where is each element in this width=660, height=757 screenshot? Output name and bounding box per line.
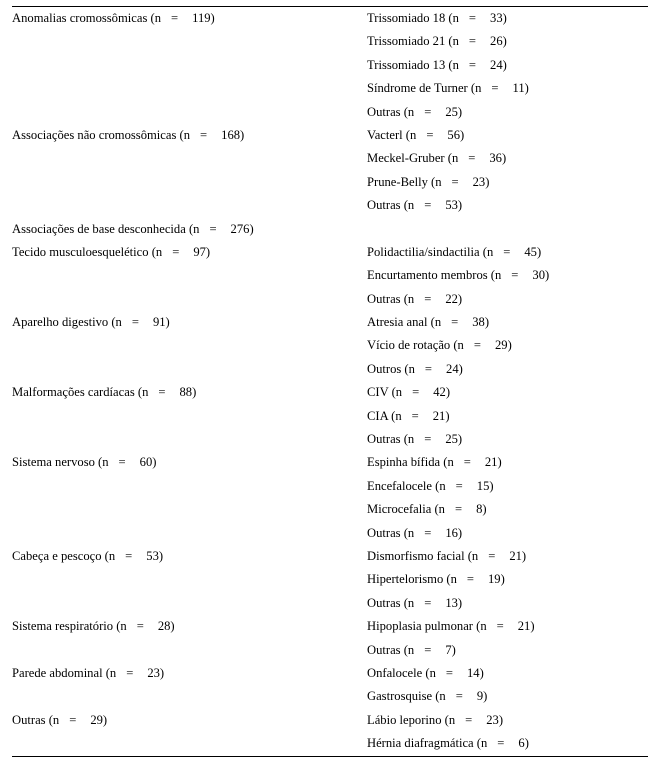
table-row — [12, 194, 648, 217]
table-cell-category — [12, 662, 367, 685]
category-entry-empty — [12, 171, 367, 194]
subcategory-entry — [367, 685, 648, 708]
category-entry-empty — [12, 639, 367, 662]
subcategory-entry — [367, 171, 648, 194]
subcategory-entry — [367, 545, 648, 568]
subcategory-entry — [367, 709, 648, 732]
table-row — [12, 592, 648, 615]
subcategory-count: 8) — [476, 502, 487, 517]
equals-sign: = — [424, 104, 432, 119]
subcategory-entry — [367, 498, 648, 521]
table-row — [12, 662, 648, 685]
table-cell-subcategory — [367, 30, 648, 53]
table-cell-subcategory — [367, 124, 648, 147]
category-label: Associações não cromossômicas (n — [12, 127, 191, 142]
subcategory-label: Vício de rotação (n — [367, 338, 464, 353]
subcategory-entry — [367, 7, 648, 30]
subcategory-label: Vacterl (n — [367, 127, 417, 142]
table-cell-subcategory — [367, 451, 648, 474]
table-row — [12, 218, 648, 241]
table-cell-category — [12, 639, 367, 662]
equals-sign: = — [503, 244, 511, 259]
table-row — [12, 451, 648, 474]
table-cell-subcategory — [367, 147, 648, 170]
subcategory-count: 16) — [445, 525, 463, 540]
subcategory-count: 7) — [445, 642, 456, 657]
subcategory-label: CIV (n — [367, 385, 403, 400]
equals-sign: = — [455, 478, 463, 493]
category-entry — [12, 709, 367, 732]
equals-sign: = — [488, 548, 496, 563]
table-cell-category — [12, 405, 367, 428]
subcategory-count: 53) — [445, 198, 463, 213]
category-entry-empty — [12, 685, 367, 708]
table-row — [12, 311, 648, 334]
table-row — [12, 428, 648, 451]
table-cell-subcategory — [367, 732, 648, 755]
category-entry-empty — [12, 77, 367, 100]
equals-sign: = — [424, 198, 432, 213]
subcategory-count: 9) — [476, 689, 488, 704]
subcategory-label: Outras (n — [367, 291, 415, 306]
category-entry — [12, 241, 367, 264]
category-label: Aparelho digestivo (n — [12, 315, 122, 330]
subcategory-label: Meckel-Gruber (n — [367, 151, 459, 166]
table-cell-category — [12, 732, 367, 755]
table-row — [12, 30, 648, 53]
category-count: 168) — [221, 127, 245, 142]
equals-sign: = — [426, 127, 434, 142]
subcategory-count: 23) — [486, 712, 504, 727]
table-cell-subcategory — [367, 709, 648, 732]
category-count: 23) — [147, 665, 165, 680]
category-entry-empty — [12, 498, 367, 521]
equals-sign: = — [463, 455, 471, 470]
table-cell-category — [12, 498, 367, 521]
category-count: 60) — [139, 455, 157, 470]
table-row — [12, 732, 648, 755]
subcategory-count: 21) — [432, 408, 450, 423]
equals-sign: = — [126, 665, 134, 680]
equals-sign: = — [200, 127, 208, 142]
equals-sign: = — [511, 268, 519, 283]
subcategory-label: Outros (n — [367, 361, 415, 376]
category-entry-empty — [12, 54, 367, 77]
table-row — [12, 639, 648, 662]
subcategory-count: 21) — [484, 455, 502, 470]
category-entry-empty — [12, 428, 367, 451]
table-cell-subcategory — [367, 241, 648, 264]
category-entry-empty — [12, 334, 367, 357]
table-row — [12, 241, 648, 264]
table-cell-category — [12, 288, 367, 311]
equals-sign: = — [468, 34, 477, 49]
subcategory-label: Dismorfismo facial (n — [367, 548, 479, 563]
category-entry — [12, 124, 367, 147]
table-cell-category — [12, 358, 367, 381]
equals-sign: = — [411, 408, 419, 423]
table-row — [12, 171, 648, 194]
category-entry-empty — [12, 264, 367, 287]
subcategory-entry — [367, 732, 648, 755]
subcategory-label: Outras (n — [367, 104, 415, 119]
table-cell-category — [12, 54, 367, 77]
table-cell-category — [12, 545, 367, 568]
subcategory-count: 25) — [445, 104, 463, 119]
category-label: Sistema respiratório (n — [12, 619, 127, 634]
category-label: Cabeça e pescoço (n — [12, 548, 116, 563]
table-row — [12, 7, 648, 30]
category-count: 97) — [193, 244, 211, 259]
equals-sign: = — [466, 572, 474, 587]
category-label: Anomalias cromossômicas (n — [12, 11, 161, 25]
subcategory-entry — [367, 522, 648, 545]
subcategory-count: 6) — [518, 736, 529, 751]
subcategory-entry — [367, 54, 648, 77]
table-cell-subcategory — [367, 615, 648, 638]
table-cell-subcategory — [367, 194, 648, 217]
equals-sign: = — [209, 221, 217, 236]
anomalies-table-wrapper — [12, 6, 648, 757]
category-label: Outras (n — [12, 712, 60, 727]
category-entry — [12, 218, 367, 241]
subcategory-entry — [367, 101, 648, 124]
table-cell-category — [12, 685, 367, 708]
equals-sign: = — [424, 291, 432, 306]
category-count: 91) — [152, 315, 170, 330]
table-row — [12, 685, 648, 708]
subcategory-label: Hipoplasia pulmonar (n — [367, 619, 487, 634]
subcategory-label: Encefalocele (n — [367, 478, 446, 493]
table-cell-subcategory — [367, 311, 648, 334]
subcategory-label: Microcefalia (n — [367, 502, 445, 517]
table-row — [12, 334, 648, 357]
subcategory-count: 21) — [509, 548, 527, 563]
subcategory-count: 56) — [447, 127, 465, 142]
table-cell-category — [12, 241, 367, 264]
category-label: Associações de base desconhecida (n — [12, 221, 200, 236]
table-cell-subcategory — [367, 334, 648, 357]
subcategory-entry — [367, 311, 648, 334]
subcategory-count: 26) — [490, 34, 507, 49]
subcategory-entry-empty — [367, 218, 648, 241]
subcategory-count: 22) — [445, 291, 463, 306]
anomalies-table — [12, 7, 648, 756]
category-count: 88) — [179, 385, 197, 400]
subcategory-entry — [367, 592, 648, 615]
table-cell-subcategory — [367, 171, 648, 194]
subcategory-entry — [367, 30, 648, 53]
subcategory-count: 29) — [494, 338, 512, 353]
table-row — [12, 545, 648, 568]
table-cell-category — [12, 147, 367, 170]
category-entry-empty — [12, 101, 367, 124]
table-cell-category — [12, 381, 367, 404]
equals-sign: = — [445, 665, 453, 680]
subcategory-label: Hérnia diafragmática (n — [367, 736, 488, 751]
equals-sign: = — [424, 595, 432, 610]
category-label: Malformações cardíacas (n — [12, 385, 149, 400]
subcategory-label: Gastrosquise (n — [367, 689, 446, 704]
category-entry — [12, 381, 367, 404]
table-cell-category — [12, 311, 367, 334]
subcategory-count: 24) — [446, 361, 463, 376]
equals-sign: = — [451, 174, 459, 189]
table-row — [12, 568, 648, 591]
category-count: 29) — [90, 712, 108, 727]
category-label: Tecido musculoesquelético (n — [12, 244, 163, 259]
subcategory-entry — [367, 662, 648, 685]
subcategory-entry — [367, 475, 648, 498]
table-cell-category — [12, 101, 367, 124]
subcategory-entry — [367, 264, 648, 287]
category-entry-empty — [12, 358, 367, 381]
subcategory-count: 11) — [512, 81, 529, 96]
equals-sign: = — [473, 338, 481, 353]
table-cell-category — [12, 709, 367, 732]
table-row — [12, 264, 648, 287]
subcategory-label: Outras (n — [367, 198, 415, 213]
category-entry-empty — [12, 405, 367, 428]
table-cell-subcategory — [367, 101, 648, 124]
subcategory-entry — [367, 334, 648, 357]
table-row — [12, 101, 648, 124]
subcategory-entry — [367, 428, 648, 451]
equals-sign: = — [69, 712, 77, 727]
category-count: 276) — [230, 221, 254, 236]
table-cell-subcategory — [367, 568, 648, 591]
subcategory-count: 36) — [489, 151, 507, 166]
equals-sign: = — [171, 11, 179, 25]
table-cell-subcategory — [367, 475, 648, 498]
subcategory-entry — [367, 358, 648, 381]
table-row — [12, 475, 648, 498]
table-cell-subcategory — [367, 381, 648, 404]
table-row — [12, 709, 648, 732]
table-cell-category — [12, 568, 367, 591]
subcategory-count: 23) — [472, 174, 490, 189]
table-cell-subcategory — [367, 498, 648, 521]
subcategory-entry — [367, 124, 648, 147]
subcategory-label: Encurtamento membros (n — [367, 268, 502, 283]
category-count: 28) — [157, 619, 175, 634]
table-cell-category — [12, 428, 367, 451]
subcategory-label: CIA (n — [367, 408, 402, 423]
category-entry-empty — [12, 522, 367, 545]
table-cell-subcategory — [367, 428, 648, 451]
equals-sign: = — [412, 385, 420, 400]
subcategory-entry — [367, 568, 648, 591]
category-entry-empty — [12, 568, 367, 591]
table-cell-subcategory — [367, 662, 648, 685]
table-cell-category — [12, 475, 367, 498]
table-row — [12, 405, 648, 428]
table-row — [12, 54, 648, 77]
subcategory-label: Outras (n — [367, 432, 415, 447]
subcategory-count: 13) — [445, 595, 463, 610]
category-label: Parede abdominal (n — [12, 665, 117, 680]
table-row — [12, 77, 648, 100]
table-cell-category — [12, 522, 367, 545]
table-cell-category — [12, 615, 367, 638]
equals-sign: = — [136, 619, 144, 634]
subcategory-entry — [367, 615, 648, 638]
subcategory-count: 33) — [490, 11, 507, 25]
subcategory-label: Trissomiado 21 (n — [367, 34, 459, 49]
equals-sign: = — [468, 57, 477, 72]
subcategory-label: Trissomiado 18 (n — [367, 11, 459, 25]
category-entry — [12, 545, 367, 568]
subcategory-entry — [367, 77, 648, 100]
table-cell-category — [12, 334, 367, 357]
subcategory-count: 19) — [488, 572, 505, 587]
table-cell-category — [12, 451, 367, 474]
subcategory-entry — [367, 381, 648, 404]
subcategory-count: 45) — [524, 244, 542, 259]
subcategory-entry — [367, 147, 648, 170]
table-cell-subcategory — [367, 592, 648, 615]
equals-sign: = — [424, 525, 432, 540]
subcategory-label: Lábio leporino (n — [367, 712, 456, 727]
equals-sign: = — [118, 455, 126, 470]
table-row — [12, 522, 648, 545]
subcategory-count: 14) — [467, 665, 484, 680]
table-cell-subcategory — [367, 545, 648, 568]
category-entry-empty — [12, 732, 367, 755]
table-row — [12, 358, 648, 381]
equals-sign: = — [468, 151, 476, 166]
table-row — [12, 615, 648, 638]
subcategory-label: Hipertelorismo (n — [367, 572, 457, 587]
subcategory-label: Atresia anal (n — [367, 315, 442, 330]
equals-sign: = — [424, 361, 433, 376]
category-label: Sistema nervoso (n — [12, 455, 109, 470]
category-entry-empty — [12, 475, 367, 498]
table-cell-subcategory — [367, 54, 648, 77]
subcategory-entry — [367, 288, 648, 311]
table-cell-category — [12, 77, 367, 100]
subcategory-label: Outras (n — [367, 525, 415, 540]
category-entry-empty — [12, 30, 367, 53]
subcategory-count: 38) — [472, 315, 490, 330]
subcategory-count: 21) — [517, 619, 535, 634]
category-entry — [12, 451, 367, 474]
category-entry — [12, 662, 367, 685]
subcategory-count: 30) — [532, 268, 550, 283]
equals-sign: = — [424, 432, 432, 447]
table-row — [12, 288, 648, 311]
subcategory-count: 42) — [433, 385, 451, 400]
table-cell-subcategory — [367, 264, 648, 287]
category-entry — [12, 615, 367, 638]
table-row — [12, 124, 648, 147]
subcategory-entry — [367, 405, 648, 428]
equals-sign: = — [465, 712, 473, 727]
table-cell-subcategory — [367, 358, 648, 381]
category-entry-empty — [12, 592, 367, 615]
table-cell-subcategory — [367, 7, 648, 30]
equals-sign: = — [131, 315, 139, 330]
table-cell-category — [12, 7, 367, 30]
subcategory-entry — [367, 639, 648, 662]
table-cell-category — [12, 194, 367, 217]
category-count: 53) — [146, 548, 164, 563]
subcategory-entry — [367, 451, 648, 474]
category-count: 119) — [192, 11, 215, 25]
subcategory-count: 25) — [445, 432, 463, 447]
category-entry-empty — [12, 288, 367, 311]
category-entry — [12, 7, 367, 30]
table-cell-subcategory — [367, 288, 648, 311]
category-entry — [12, 311, 367, 334]
table-cell-subcategory — [367, 522, 648, 545]
equals-sign: = — [451, 315, 459, 330]
table-row — [12, 498, 648, 521]
subcategory-entry — [367, 194, 648, 217]
subcategory-label: Outras (n — [367, 595, 415, 610]
subcategory-label: Espinha bífida (n — [367, 455, 454, 470]
table-cell-subcategory — [367, 639, 648, 662]
subcategory-count: 15) — [476, 478, 494, 493]
subcategory-label: Onfalocele (n — [367, 665, 436, 680]
category-entry-empty — [12, 147, 367, 170]
table-body — [12, 7, 648, 756]
table-cell-category — [12, 592, 367, 615]
table-cell-category — [12, 218, 367, 241]
equals-sign: = — [468, 11, 477, 25]
table-cell-category — [12, 171, 367, 194]
equals-sign: = — [158, 385, 166, 400]
subcategory-label: Síndrome de Turner (n — [367, 81, 482, 96]
equals-sign: = — [454, 502, 463, 517]
subcategory-label: Outras (n — [367, 642, 415, 657]
equals-sign: = — [455, 689, 463, 704]
equals-sign: = — [491, 81, 499, 96]
subcategory-entry — [367, 241, 648, 264]
subcategory-count: 24) — [490, 57, 507, 72]
table-cell-subcategory — [367, 685, 648, 708]
equals-sign: = — [424, 642, 432, 657]
table-cell-category — [12, 30, 367, 53]
subcategory-label: Trissomiado 13 (n — [367, 57, 459, 72]
subcategory-label: Prune-Belly (n — [367, 174, 442, 189]
table-cell-subcategory — [367, 405, 648, 428]
table-cell-category — [12, 124, 367, 147]
equals-sign: = — [497, 736, 505, 751]
equals-sign: = — [172, 244, 180, 259]
table-cell-subcategory — [367, 218, 648, 241]
table-row — [12, 381, 648, 404]
table-row — [12, 147, 648, 170]
equals-sign: = — [496, 619, 504, 634]
subcategory-label: Polidactilia/sindactilia (n — [367, 244, 494, 259]
table-cell-subcategory — [367, 77, 648, 100]
table-cell-category — [12, 264, 367, 287]
equals-sign: = — [125, 548, 133, 563]
table-bottom-rule — [12, 756, 648, 757]
category-entry-empty — [12, 194, 367, 217]
